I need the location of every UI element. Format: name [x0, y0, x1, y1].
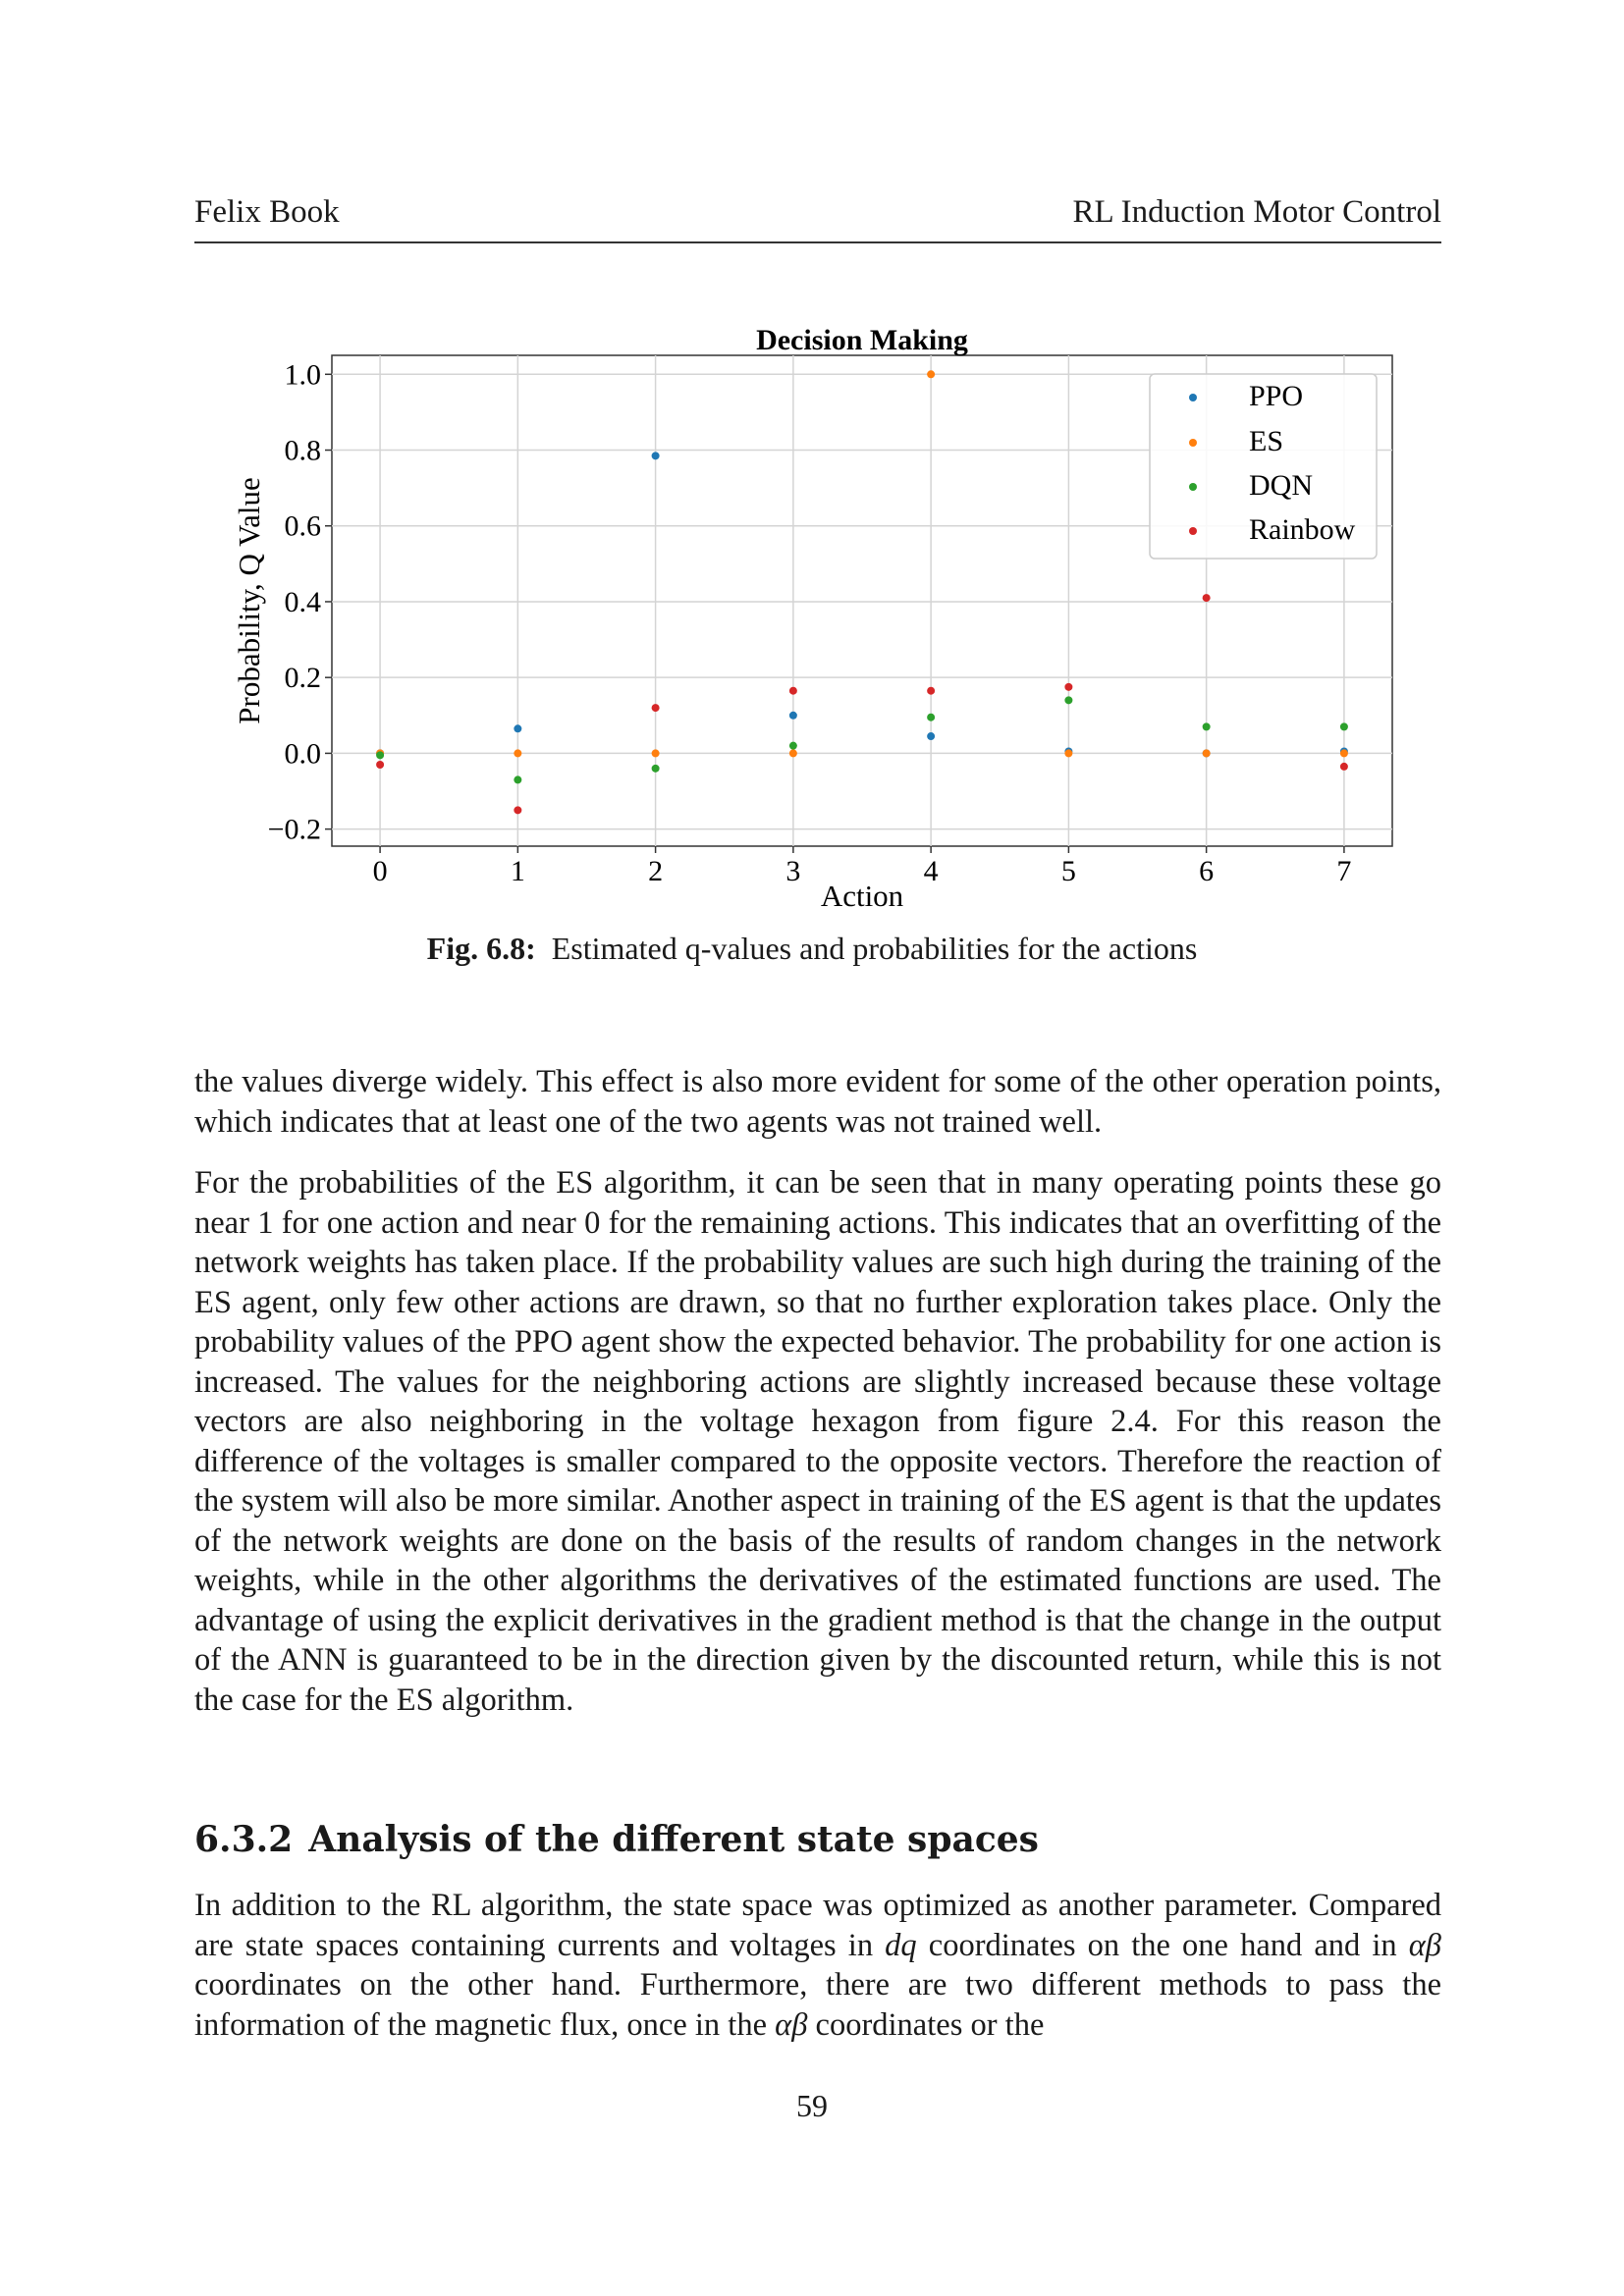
section-title: Analysis of the different state spaces [308, 1819, 1039, 1860]
data-point-rainbow [652, 704, 660, 712]
x-axis-label: Action [820, 879, 904, 913]
legend [1150, 374, 1377, 559]
y-axis-label: Probability, Q Value [232, 477, 266, 724]
data-point-dqn [652, 765, 660, 773]
section-paragraph [194, 1886, 1441, 2045]
data-point-dqn [1340, 722, 1348, 730]
x-tick-label: 2 [648, 855, 664, 887]
math-alpha-beta: αβ [775, 2006, 808, 2043]
text-run: coordinates or the [807, 2006, 1045, 2043]
legend-marker-rainbow [1189, 527, 1197, 535]
legend-marker-ppo [1189, 394, 1197, 401]
data-point-dqn [376, 751, 384, 759]
section-body [194, 1886, 1441, 2066]
data-point-es [789, 749, 797, 757]
caption-text: Estimated q-values and probabilities for the actions [551, 931, 1198, 966]
data-point-rainbow [376, 761, 384, 769]
y-tick-label: 0.4 [284, 585, 321, 618]
data-point-es [927, 370, 935, 378]
data-point-dqn [927, 714, 935, 721]
y-tick-label: 1.0 [284, 358, 321, 392]
x-tick-label: 6 [1199, 855, 1215, 887]
text-run: In addition to the RL algorithm, the state space was optimized as another parameter. Compared are state spaces containing currents and voltages in [194, 1888, 1441, 1963]
x-tick-label: 1 [510, 855, 525, 887]
header-author: Felix Book [194, 194, 340, 230]
data-point-rainbow [1064, 683, 1072, 691]
paragraph: the values diverge widely. This effect is also more evident for some of the other operation points, which indicates that at least one of the two agents was not trained well. [194, 1064, 1441, 1140]
y-tick-label: 0.6 [284, 509, 321, 543]
text-run: coordinates on the one hand and in [916, 1927, 1409, 1963]
legend-label-es: ES [1249, 425, 1284, 457]
data-point-es [514, 749, 521, 757]
chart-title: Decision Making [756, 324, 968, 356]
data-point-es [1064, 749, 1072, 757]
math-alpha-beta: αβ [1408, 1927, 1441, 1963]
data-point-ppo [514, 724, 521, 732]
page-number: 59 [796, 2088, 828, 2123]
caption-label: Fig. 6.8: [426, 931, 536, 966]
data-point-rainbow [789, 687, 797, 695]
data-point-rainbow [1340, 763, 1348, 771]
x-tick-label: 5 [1060, 855, 1076, 887]
y-tick-label: 0.8 [284, 434, 321, 467]
x-tick-label: 4 [923, 855, 939, 887]
section-heading [194, 1819, 1039, 1860]
data-point-dqn [1064, 696, 1072, 704]
data-point-rainbow [927, 687, 935, 695]
data-point-ppo [789, 712, 797, 720]
data-point-es [1203, 749, 1211, 757]
data-point-dqn [514, 775, 521, 783]
data-point-dqn [1203, 722, 1211, 730]
legend-label-ppo: PPO [1249, 380, 1304, 412]
data-point-ppo [927, 732, 935, 740]
x-tick-label: 0 [372, 855, 388, 887]
y-tick-label: −0.2 [267, 813, 321, 846]
x-tick-label: 7 [1336, 855, 1352, 887]
legend-marker-es [1189, 439, 1197, 447]
data-point-es [652, 749, 660, 757]
text-run: coordinates on the other hand. Furthermore, there are two different methods to pass the information of the magnetic flux, once in the [194, 1967, 1441, 2043]
figure-caption [0, 931, 1624, 967]
data-point-dqn [789, 742, 797, 750]
legend-marker-dqn [1189, 483, 1197, 491]
y-tick-label: 0.2 [284, 662, 321, 695]
x-tick-label: 3 [785, 855, 801, 887]
y-tick-label: 0.0 [284, 737, 321, 771]
header-title: RL Induction Motor Control [1072, 194, 1441, 230]
body-text [194, 1062, 1441, 1741]
data-point-rainbow [514, 806, 521, 814]
paragraph: For the probabilities of the ES algorithm, it can be seen that in many operating points these go near 1 for one action and near 0 for the remaining actions. This indicates that an overfitting of the network weights has taken place. If the probability values are such high during the training of the ES agent, only few other actions are drawn, so that no further exploration takes place. Only the probability values of the PPO agent show the expected behavior. The probability for one action is increased. The values for the neighboring actions are slightly increased because these voltage vectors are also neighboring in the voltage hexagon from figure 2.4. For this reason the difference of the voltages is smaller compared to the opposite vectors. Therefore the reaction of the system will also be more similar. Another aspect in training of the ES agent is that the updates of the network weights are done on the basis of the results of random changes in the network weights, while in the other algorithms the derivatives of the estimated functions are used. The advantage of using the explicit derivatives in the gradient method is that the change in the output of the ANN is guaranteed to be in the direction given by the discounted return, while this is not the case for the ES algorithm. [194, 1165, 1441, 1718]
data-point-es [1340, 749, 1348, 757]
math-dq: dq [885, 1927, 917, 1963]
legend-label-dqn: DQN [1249, 469, 1313, 502]
decision-making-chart [0, 0, 1624, 923]
legend-label-rainbow: Rainbow [1249, 513, 1356, 546]
data-point-rainbow [1203, 594, 1211, 602]
section-number: 6.3.2 [194, 1819, 294, 1860]
data-point-ppo [652, 452, 660, 459]
